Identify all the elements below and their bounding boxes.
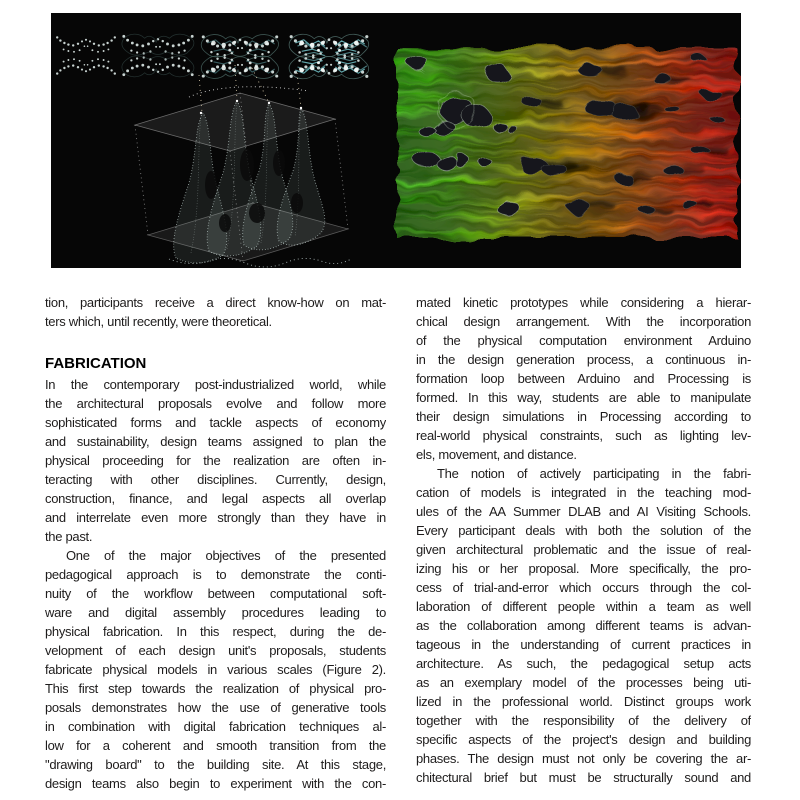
text-line: tageous in the understanding of current practices in [416,637,751,652]
paragraph [45,546,386,793]
text-line: tion, participants receive a direct know-how on mat- [45,295,386,310]
text-line: formation loop between Arduino and Processing is [416,371,751,386]
text-line: architecture. As such, the pedagogical setup acts [416,656,751,671]
text-line: ules of the AA Summer DLAB and AI Visiting Schools. [416,504,751,519]
text-column-left [45,293,386,793]
text-line: real-world physical constraints, such as lighting lev- [416,428,751,443]
text-line: teracting with other disciplines. Currently, design, [45,472,386,487]
text-line: mated kinetic prototypes while considering a hierar- [416,295,751,310]
text-line: laboration of different people within a team as well [416,599,751,614]
text-line: velopment of each design unit's proposals, students [45,643,386,658]
panel-gradient-fiber-field [397,48,741,238]
text-line: chical design arrangement. With the incorporation [416,314,751,329]
text-line: their design simulations in Processing according to [416,409,751,424]
text-line: sophisticated forms and tackle aspects of economy [45,415,386,430]
text-line: "drawing board" to the building site. At this stage, [45,757,386,772]
text-line: cess of trial-and-error which occurs through the col- [416,580,751,595]
text-line: phases. The design must not only be covering the ar- [416,751,751,766]
figure-canvas [51,13,741,268]
text-line: in combination with digital fabrication techniques al- [45,719,386,734]
text-line: construction, finance, and legal aspects all overlap [45,491,386,506]
text-line: together with the responsibility of the delivery of [416,713,751,728]
section-heading: FABRICATION [45,355,147,372]
text-line: in the design generation process, a continuous in- [416,352,751,367]
paragraph [416,464,751,787]
text-line: In the contemporary post-industrialized world, while [45,377,386,392]
text-line: cation of models is integrated in the teaching mod- [416,485,751,500]
text-line: design teams also begin to experiment with the con- [45,776,386,791]
text-line: nuity of the workflow between computational soft- [45,586,386,601]
panel-wireframe-box [135,65,351,267]
text-line: and interrelate even more strongly than they have in [45,510,386,525]
text-line: as the collaboration among different teams is advan- [416,618,751,633]
text-line: This first step towards the realization of physical pro- [45,681,386,696]
text-line: as an exemplary model of the processes being uti- [416,675,751,690]
text-line: Every participant deals with both the solution of the [416,523,751,538]
text-line: given architectural problematic and the issue of real- [416,542,751,557]
text-line: posals demonstrates how the use of generative tools [45,700,386,715]
text-line: fabricate physical models in various scales (Figure 2). [45,662,386,677]
text-line: the architectural proposals evolve and follow more [45,396,386,411]
text-line: low for a coherent and smooth transition from the [45,738,386,753]
text-line: pedagogical approach is to demonstrate the conti- [45,567,386,582]
text-line: formed. In this way, students are able to manipulate [416,390,751,405]
text-line: izing his or her proposal. More specifically, the pro- [416,561,751,576]
text-line: of the physical computation environment Arduino [416,333,751,348]
text-line: chitectural brief but must be structurally sound and [416,770,751,785]
text-line: ware and digital assembly procedures leading to [45,605,386,620]
text-line: els, movement, and distance. [416,447,577,462]
text-line: The notion of actively participating in the fabri- [437,466,751,481]
panel-morphology-sequence [56,34,369,79]
text-line: One of the major objectives of the presented [66,548,386,563]
text-line: ters which, until recently, were theoretical. [45,314,272,329]
figure-image [51,13,741,268]
text-line: and sustainability, design teams assigned to plan the [45,434,386,449]
text-line: lized in the professional world. Distinct groups work [416,694,751,709]
text-line: physical fabrication. In this respect, during the de- [45,624,386,639]
text-line: the past. [45,529,93,544]
text-line: specific aspects of the project's design and building [416,732,751,747]
paragraph [416,293,751,464]
text-column-right [416,293,751,787]
paragraph [45,293,386,331]
text-line: physical proceeding for the realization are often in- [45,453,386,468]
paragraph [45,375,386,546]
